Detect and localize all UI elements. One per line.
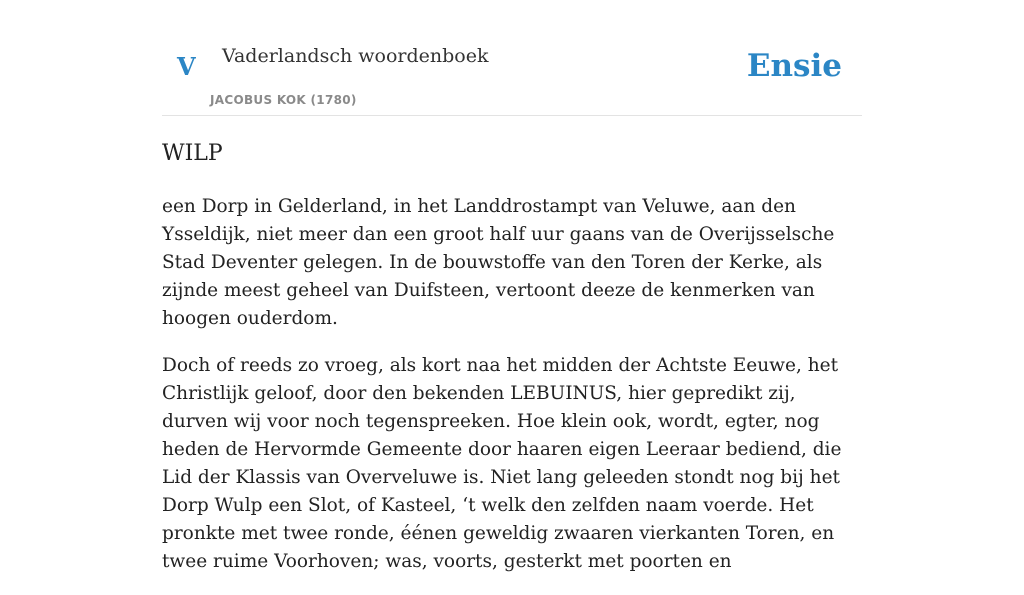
entry-title: WILP — [162, 141, 223, 166]
entry-content — [162, 193, 862, 595]
book-letter-icon[interactable]: V — [177, 52, 196, 81]
page — [162, 0, 862, 572]
entry-paragraph: een Dorp in Gelderland, in het Landdrostampt van Veluwe, aan den Ysseldijk, niet meer dan een groot half uur gaans van de Overijsselsche Stad Deventer gelegen. In de bouwstoffe van den Toren der Kerke, als zijnde meest geheel van Duifsteen, vertoont deeze de kenmerken van hoogen ouderdom. — [162, 196, 835, 329]
entry-paragraph: Doch of reeds zo vroeg, als kort naa het midden der Achtste Eeuwe, het Christlijk geloof, door den bekenden LEBUINUS, hier gepredikt zij, durven wij voor noch tegenspreeken. Hoe klein ook, wordt, egter, nog heden de Hervormde Gemeente door haaren eigen Leeraar bediend, die Lid der Klassis van Overveluwe is. Niet lang geleeden stondt nog bij het Dorp Wulp een Slot, of Kasteel, ‘t welk den zelfden naam voerde. Het pronkte met twee ronde, éénen geweldig zwaaren vierkanten Toren, en twee ruime Voorhoven; was, voorts, gesterkt met poorten en — [162, 355, 842, 572]
header — [162, 0, 862, 116]
book-title[interactable]: Vaderlandsch woordenboek — [222, 45, 489, 67]
brand-logo[interactable]: Ensie — [746, 48, 842, 84]
book-author[interactable]: JACOBUS KOK (1780) — [210, 93, 357, 107]
